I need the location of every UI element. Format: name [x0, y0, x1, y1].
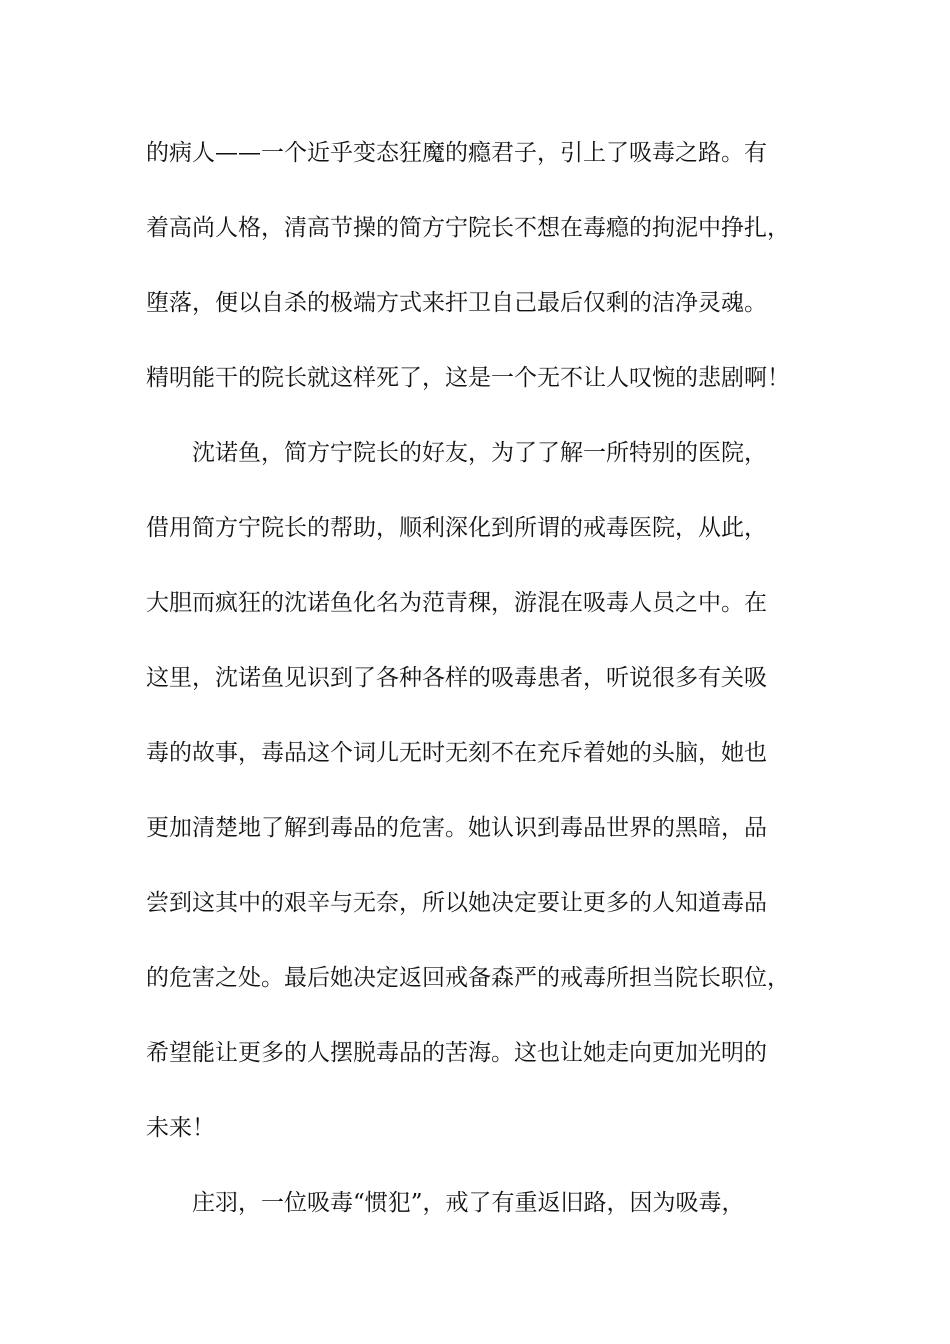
text-line: 更加清楚地了解到毒品的危害。她认识到毒品世界的黑暗，品 — [146, 815, 767, 841]
text-line: 借用简方宁院长的帮助，顺利深化到所谓的戒毒医院，从此， — [146, 515, 767, 541]
text-line: 毒的故事，毒品这个词儿无时无刻不在充斥着她的头脑，她也 — [146, 740, 767, 766]
text-line: 的危害之处。最后她决定返回戒备森严的戒毒所担当院长职位， — [146, 965, 790, 991]
text-line: 希望能让更多的人摆脱毒品的苦海。这也让她走向更加光明的 — [146, 1040, 767, 1066]
text-line: 精明能干的院长就这样死了，这是一个无不让人叹惋的悲剧啊！ — [146, 365, 790, 391]
text-line: 未来！ — [146, 1115, 215, 1141]
text-line: 尝到这其中的艰辛与无奈，所以她决定要让更多的人知道毒品 — [146, 890, 767, 916]
text-line: 着高尚人格，清高节操的简方宁院长不想在毒瘾的拘泥中挣扎， — [146, 215, 790, 241]
body-text — [146, 125, 826, 1250]
text-line: 的病人——一个近乎变态狂魔的瘾君子，引上了吸毒之路。有 — [146, 140, 767, 166]
text-line: 这里，沈诺鱼见识到了各种各样的吸毒患者，听说很多有关吸 — [146, 665, 767, 691]
text-line: 堕落，便以自杀的极端方式来扞卫自己最后仅剩的洁净灵魂。 — [146, 290, 767, 316]
text-line: 大胆而疯狂的沈诺鱼化名为范青稞，游混在吸毒人员之中。在 — [146, 590, 767, 616]
paragraph-start-line: 沈诺鱼，简方宁院长的好友，为了了解一所特别的医院， — [192, 440, 767, 466]
paragraph-start-line: 庄羽，一位吸毒“惯犯”，戒了有重返旧路，因为吸毒， — [192, 1190, 745, 1216]
